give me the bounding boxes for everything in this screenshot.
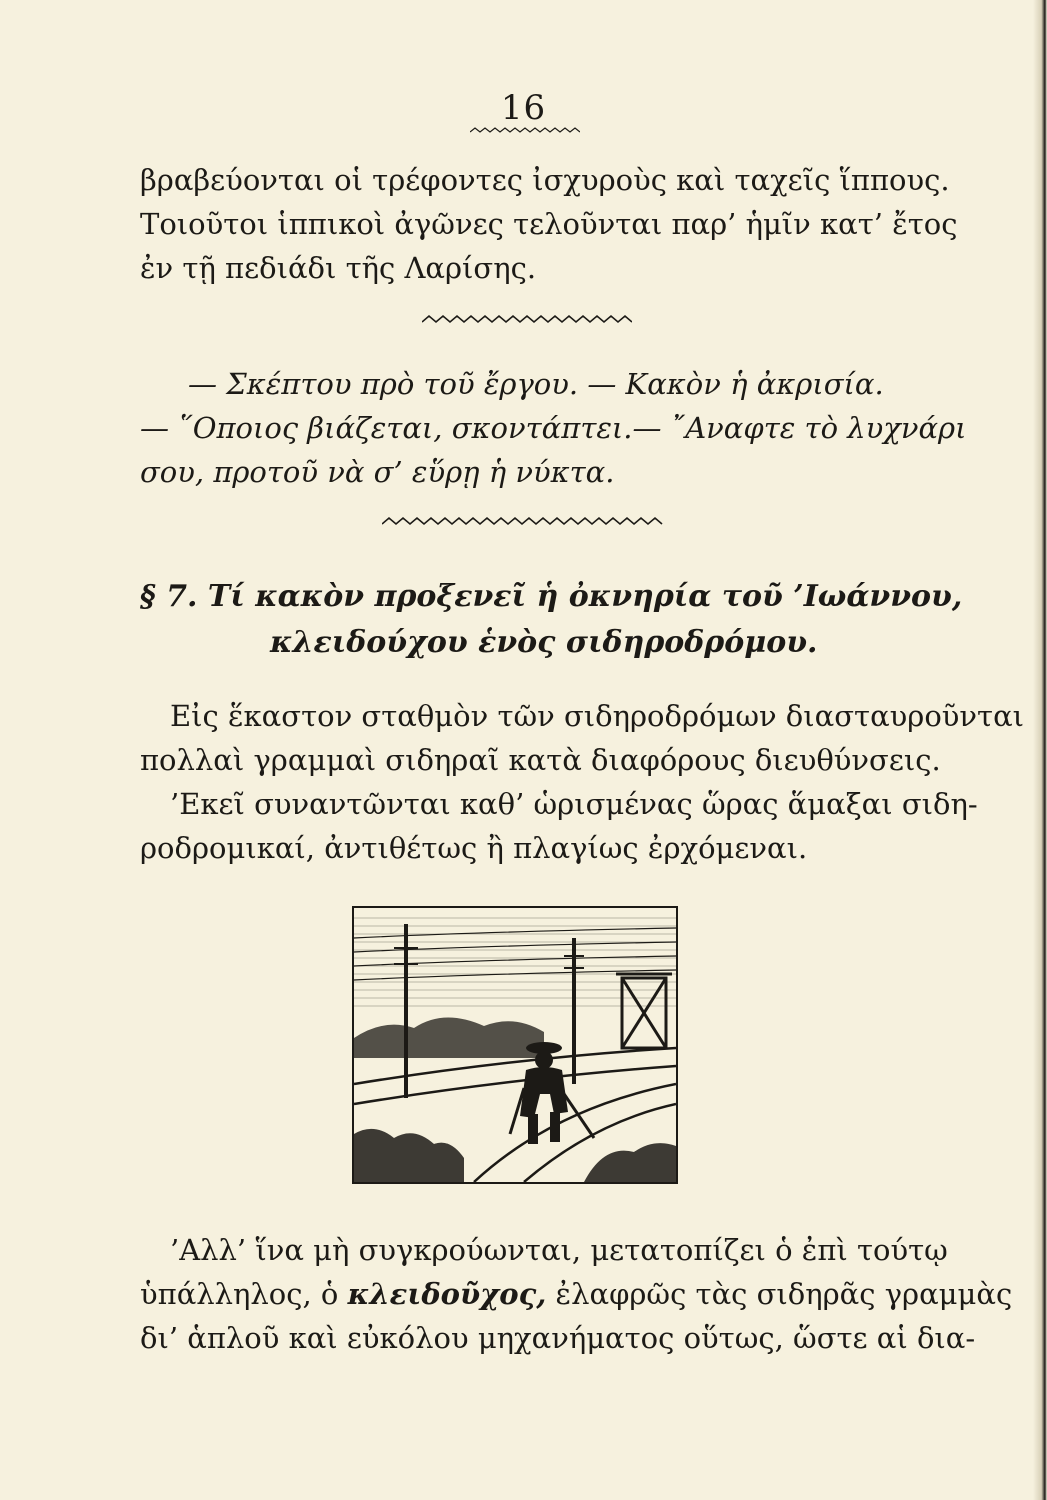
- text-fragment: ἐλαφρῶς τὰς σιδηρᾶς γραμμὰς: [546, 1277, 1013, 1311]
- text-line: ’Αλλ’ ἵνα μὴ συγκρούωνται, μετατοπίζει ὁ ἐπὶ τούτῳ: [170, 1233, 948, 1267]
- text-line: ’Εκεῖ συναντῶνται καθ’ ὡρισμένας ὥρας ἅμαξαι σιδη-: [170, 787, 978, 821]
- section-title-line1: [140, 574, 963, 620]
- text-line: βραβεύονται οἱ τρέφοντες ἰσχυροὺς καὶ ταχεῖς ἵππους.: [140, 163, 950, 197]
- text-line: ροδρομικαί, ἀντιθέτως ἢ πλαγίως ἐρχόμεναι.: [140, 831, 808, 865]
- section-number: § 7.: [140, 579, 198, 614]
- text-fragment: ὑπάλληλος, ὁ: [140, 1277, 348, 1311]
- proverb-line: — Σκέπτου πρὸ τοῦ ἔργου. — Κακὸν ἡ ἀκρισία.: [188, 367, 884, 401]
- ornament-divider: [422, 312, 632, 326]
- text-line: Τοιοῦτοι ἱππικοὶ ἀγῶνες τελοῦνται παρ’ ἡμῖν κατ’ ἔτος: [140, 207, 958, 241]
- proverbs-block: [140, 362, 967, 494]
- proverb-line: σου, προτοῦ νὰ σ’ εὕρῃ ἡ νύκτα.: [140, 455, 615, 489]
- section-title: Τί κακὸν προξενεῖ ἡ ὀκνηρία τοῦ ’Ιωάννου,: [207, 579, 963, 614]
- railway-switchman-illustration: [352, 906, 678, 1184]
- text-line-with-term: [140, 1272, 1013, 1316]
- ornament-divider: [382, 514, 666, 528]
- text-line: Εἰς ἕκαστον σταθμὸν τῶν σιδηροδρόμων διασταυροῦνται: [170, 699, 1025, 733]
- proverb-line: — ῞Οποιος βιάζεται, σκοντάπτει.— ῎Αναφτε τὸ λυχνάρι: [140, 411, 967, 445]
- keyword-switchman: κλειδοῦχος,: [347, 1277, 547, 1311]
- top-paragraph: [140, 158, 958, 290]
- page-number: 16: [500, 88, 547, 128]
- body-paragraph: [140, 694, 1025, 870]
- text-line: ἐν τῇ πεδιάδι τῆς Λαρίσης.: [140, 251, 537, 285]
- section-title-line2: κλειδούχου ἑνὸς σιδηροδρόμου.: [270, 625, 818, 660]
- page-number-ornament: [470, 124, 580, 136]
- text-line: πολλαὶ γραμμαὶ σιδηραῖ κατὰ διαφόρους διευθύνσεις.: [140, 743, 941, 777]
- section-heading: [140, 574, 963, 666]
- text-line: δι’ ἁπλοῦ καὶ εὐκόλου μηχανήματος οὕτως, ὥστε αἱ δια-: [140, 1321, 976, 1355]
- bottom-paragraph: [140, 1228, 1013, 1360]
- page-edge: [1033, 0, 1047, 1500]
- illustration-drawing: [354, 908, 676, 1182]
